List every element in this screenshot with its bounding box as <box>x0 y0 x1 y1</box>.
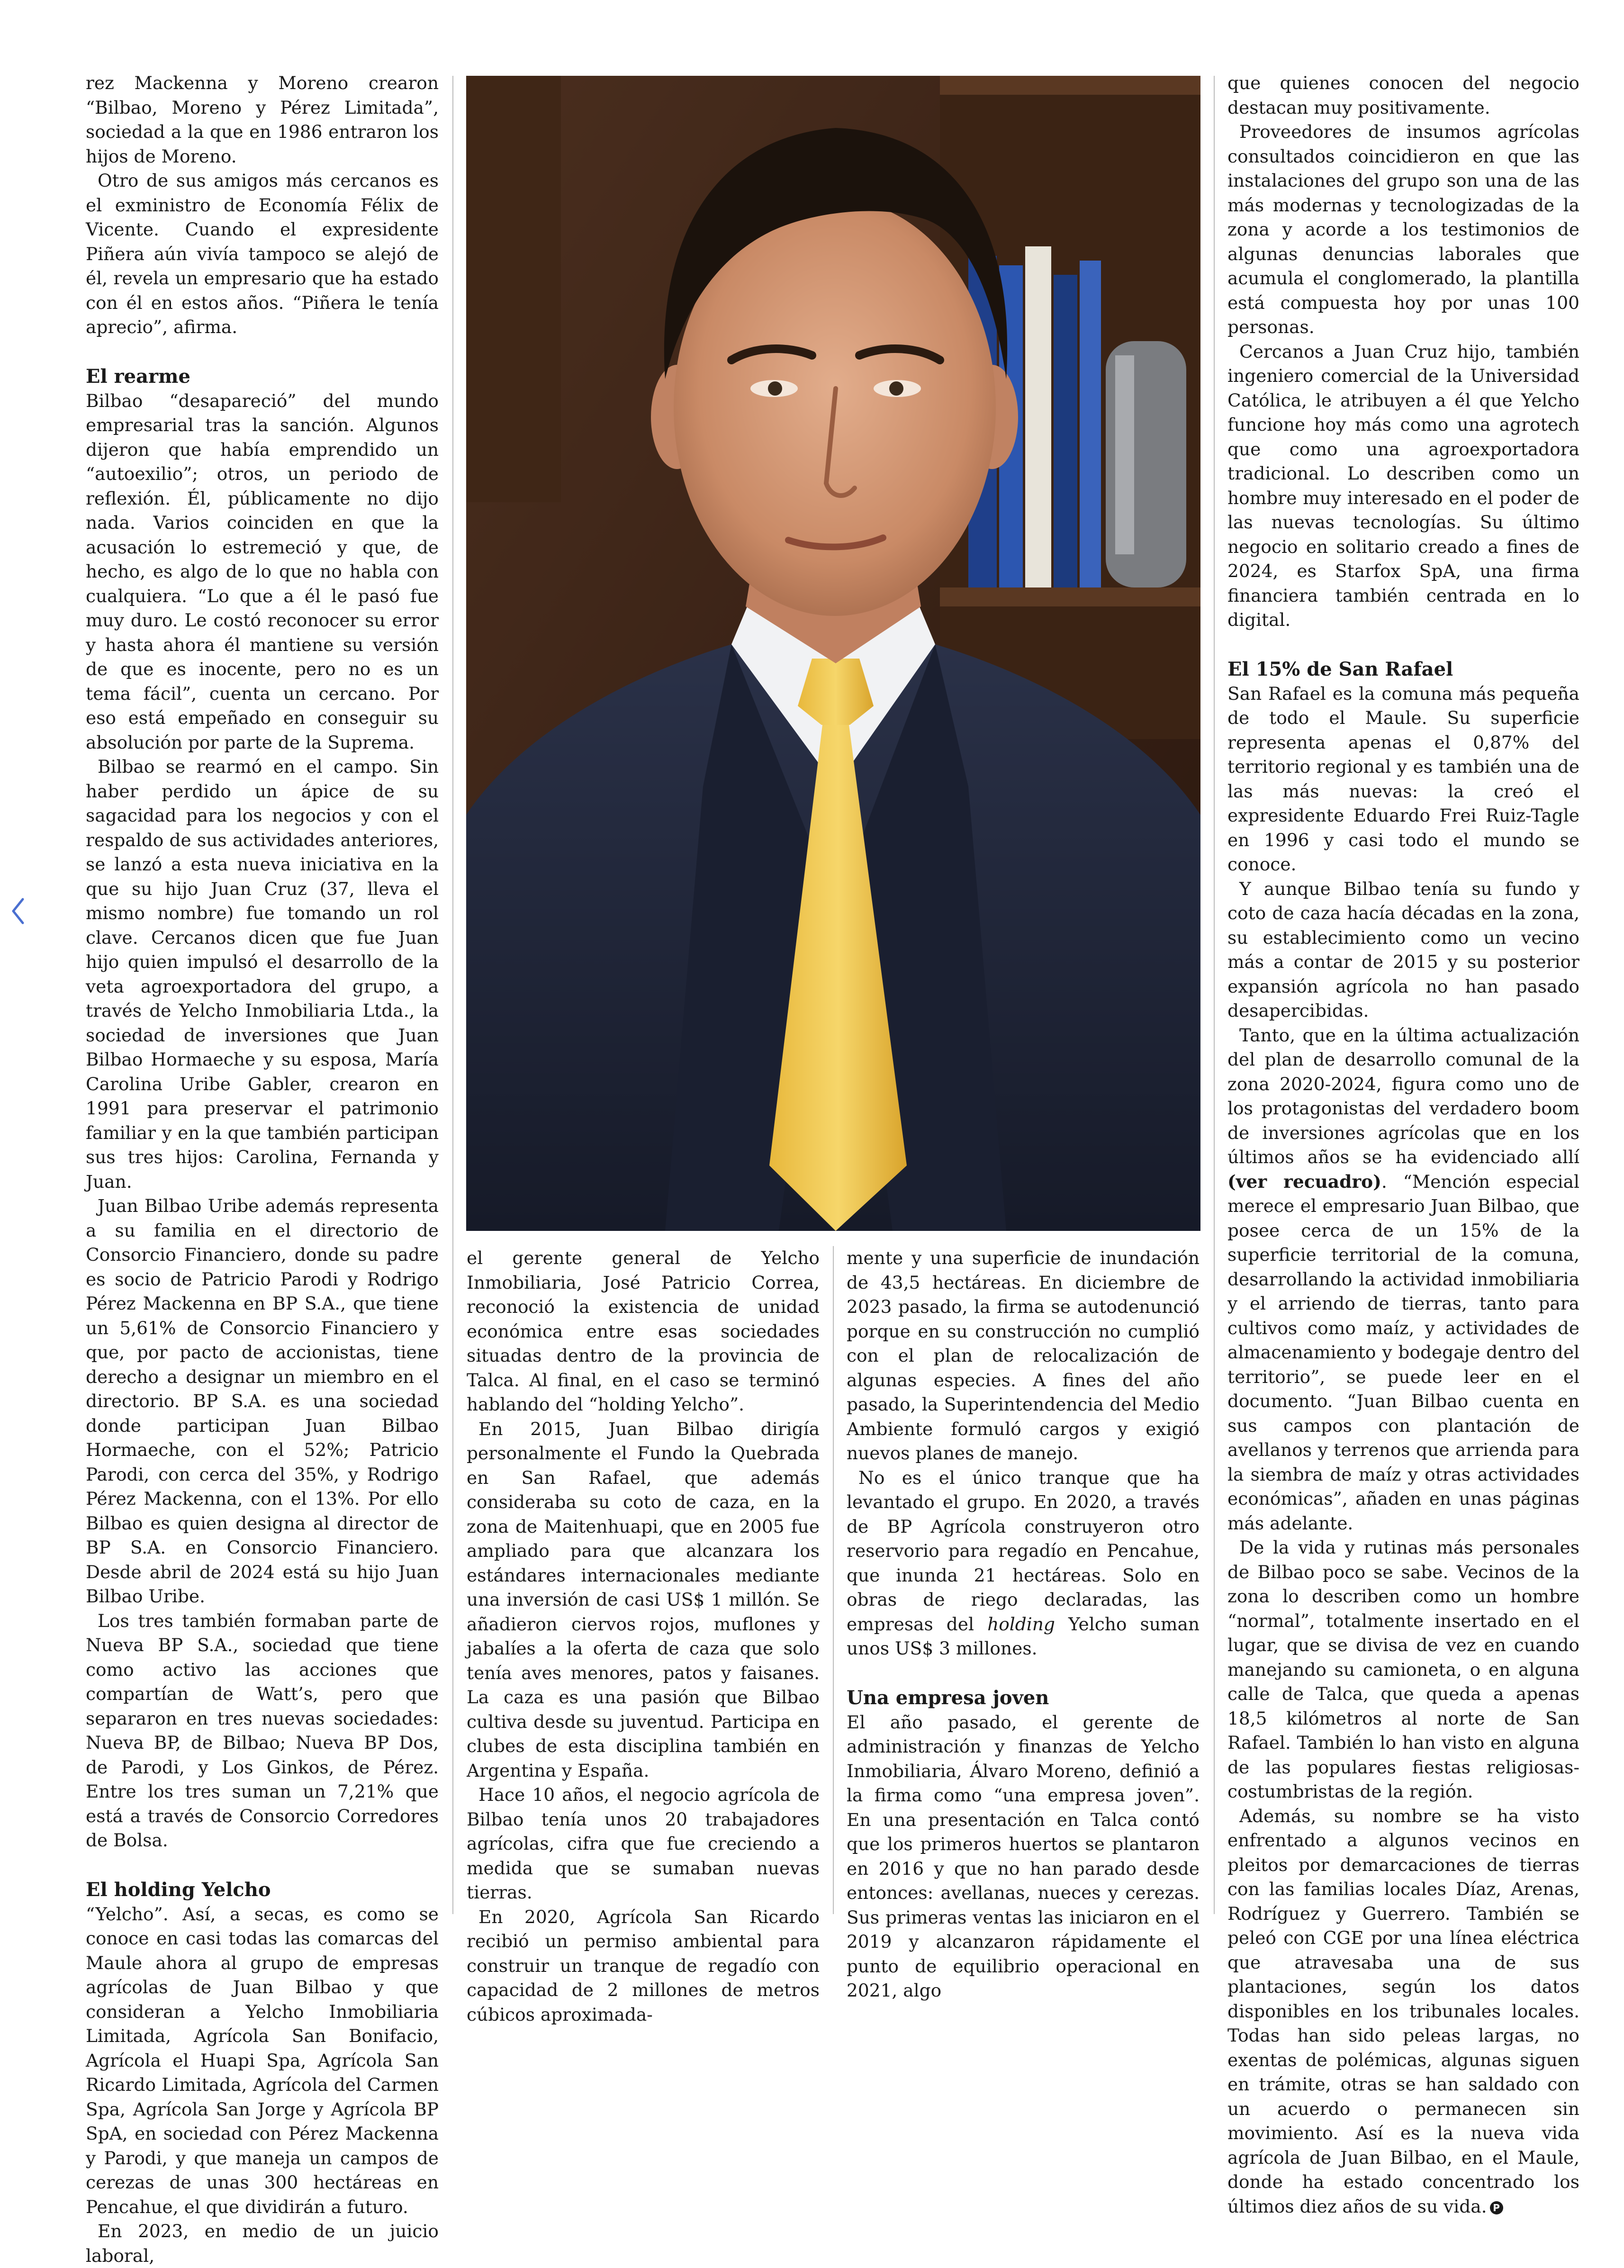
paragraph: En 2015, Juan Bilbao dirigía personalmente el Fundo la Quebrada en San Rafael, que además consideraba su coto de caza, en la zona de Maitenhuapi, que en 2005 fue ampliado para que alcanzara los estándares internacionales mediante una inversión de casi US$ 1 millón. Se añadieron ciervos rojos, muflones y jabalíes a la oferta de caza que solo tenía aves menores, patos y faisanes. La caza es una pasión que Bilbao cultiva desde su juventud. Participa en clubes de esta disciplina también en Argentina y España. <box>467 1418 820 1781</box>
paragraph: que quienes conocen del negocio destacan muy positivamente. <box>1227 72 1579 118</box>
section-heading: El holding Yelcho <box>86 1878 271 1901</box>
paragraph: De la vida y rutinas más personales de Bilbao poco se sabe. Vecinos de la zona lo describen como un hombre “normal”, totalmente insertado en el lugar, que se divisa de vez en cuando manejando su camioneta, o en alguna calle de Talca, que queda a apenas 18,5 kilómetros al norte de San Rafael. También lo han visto en alguna de las populares fiestas religiosas-costumbristas de la región. <box>1227 1537 1579 1802</box>
column-3 <box>847 1246 1200 2003</box>
section-heading: El 15% de San Rafael <box>1227 658 1453 680</box>
column-rule <box>1214 76 1215 1914</box>
column-rule <box>833 1246 834 1914</box>
section-heading: El rearme <box>86 365 190 388</box>
chevron-left-icon[interactable] <box>8 895 28 927</box>
emphasis: holding <box>987 1613 1055 1635</box>
paragraph: El año pasado, el gerente de administración y finanzas de Yelcho Inmobiliaria, Álvaro Moreno, definió a la firma como “una empresa joven”. En una presentación en Talca contó que los primeros huertos se plantaron en 2016 y que no han parado desde entonces: avellanas, nueces y cerezas. Sus primeras ventas las iniciaron en el 2019 y alcanzaron rápidamente el punto de equilibrio operacional en 2021, algo <box>847 1711 1200 2001</box>
paragraph: En 2023, en medio de un juicio laboral, <box>86 2221 439 2266</box>
paragraph <box>1227 1804 1579 2219</box>
paragraph: Bilbao “desapareció” del mundo empresarial tras la sanción. Algunos dijeron que había emprendido un “autoexilio”; otros, un periodo de reflexión. Él, públicamente no dijo nada. Varios coinciden en que la acusación lo estremeció y que, de hecho, es algo de lo que no habla con cualquiera. “Lo que a él le pasó fue muy duro. Le costó reconocer su error y hasta ahora él mantiene su versión de que es inocente, pero no es un tema fácil”, cuenta un cercano. Por eso está empeñado en conseguir su absolución por parte de la Suprema. <box>86 390 439 753</box>
paragraph: Cercanos a Juan Cruz hijo, también ingeniero comercial de la Universidad Católica, le atribuyen a él que Yelcho funcione hoy más como una agrotech que como una agroexportadora tradicional. Lo describen como un hombre muy interesado en el poder de las nuevas tecnologías. Su último negocio en solitario creado a fines de 2024, es Starfox SpA, una firma financiera también centrada en lo digital. <box>1227 341 1579 630</box>
paragraph: En 2020, Agrícola San Ricardo recibió un permiso ambiental para construir un tranque de regadío con capacidad de 2 millones de metros cúbicos aproximada- <box>467 1906 820 2025</box>
paragraph-text: Yelcho suman unos US$ 3 millones. <box>847 1613 1200 1659</box>
paragraph: Proveedores de insumos agrícolas consultados coincidieron en que las instalaciones del grupo son una de las más modernas y tecnologizadas de la zona y acorde a los testimonios de algunas denuncias laborales que acumula el conglomerado, la plantilla está compuesta hoy por unas 100 personas. <box>1227 121 1579 337</box>
portrait-photo <box>466 76 1200 1231</box>
cross-reference[interactable]: (ver recuadro) <box>1227 1171 1381 1192</box>
paragraph: Bilbao se rearmó en el campo. Sin haber perdido un ápice de su sagacidad para los negocios y con el respaldo de sus actividades anteriores, se lanzó a esta nueva iniciativa en la que su hijo Juan Cruz (37, lleva el mismo nombre) fue tomando un rol clave. Cercanos dicen que fue Juan hijo quien impulsó el desarrollo de la veta agroexportadora del grupo, a través de Yelcho Inmobiliaria Ltda., la sociedad de inversiones que Juan Bilbao Hormaeche y su esposa, María Carolina Uribe Gabler, crearon en 1991 para preservar el patrimonio familiar y en la que también participan sus tres hijos: Carolina, Fernanda y Juan. <box>86 756 439 1192</box>
end-of-article-icon: P <box>1490 2201 1503 2214</box>
paragraph-text: Tanto, que en la última actualización del plan de desarrollo comunal de la zona 2020-2024, figura como uno de los protagonistas del verdadero boom de inversiones agrícolas que en los últimos años se ha evidenciado allí <box>1227 1024 1579 1167</box>
paragraph: el gerente general de Yelcho Inmobiliaria, José Patricio Correa, reconoció la existencia de unidad económica entre esas sociedades situadas dentro de la provincia de Talca. Al final, en el caso se terminó hablando del “holding Yelcho”. <box>467 1247 820 1415</box>
paragraph: Hace 10 años, el negocio agrícola de Bilbao tenía unos 20 trabajadores agrícolas, cifra que fue creciendo a medida que se sumaban nuevas tierras. <box>467 1784 820 1903</box>
paragraph: “Yelcho”. Así, a secas, es como se conoce en casi todas las comarcas del Maule ahora al grupo de empresas agrícolas de Juan Bilbao y que consideran a Yelcho Inmobiliaria Limitada, Agrícola San Bonifacio, Agrícola el Huapi Spa, Agrícola San Ricardo Limitada, Agrícola del Carmen Spa, Agrícola San Jorge y Agrícola BP SpA, en sociedad con Pérez Mackenna y Parodi, y que maneja un campos de cerezas de unas 300 hectáreas en Pencahue, el que dividirán a futuro. <box>86 1903 439 2217</box>
column-rule <box>452 76 453 1914</box>
column-4 <box>1227 71 1579 2219</box>
paragraph <box>1227 1023 1579 1536</box>
paragraph: mente y una superficie de inundación de 43,5 hectáreas. En diciembre de 2023 pasado, la firma se autodenunció porque en su construcción no cumplió con el plan de relocalización de algunas especies. A fines del año pasado, la Superintendencia del Medio Ambiente formuló cargos y exigió nuevos planes de manejo. <box>847 1247 1200 1464</box>
column-1 <box>86 71 439 2268</box>
paragraph: Juan Bilbao Uribe además representa a su familia en el directorio de Consorcio Financiero, donde su padre es socio de Patricio Parodi y Rodrigo Pérez Mackenna en BP S.A., que tiene un 5,61% de Consorcio Financiero y que, por pacto de accionistas, tiene derecho a designar un miembro en el directorio. BP S.A. es una sociedad donde participan Juan Bilbao Hormaeche, con el 52%; Patricio Parodi, con cerca del 35%, y Rodrigo Pérez Mackenna, con el 13%. Por ello Bilbao es quien designa al director de BP S.A. en Consorcio Financiero. Desde abril de 2024 está su hijo Juan Bilbao Uribe. <box>86 1195 439 1607</box>
paragraph <box>847 1466 1200 1661</box>
paragraph: rez Mackenna y Moreno crearon “Bilbao, Moreno y Pérez Limitada”, sociedad a la que en 1986 entraron los hijos de Moreno. <box>86 72 439 167</box>
column-2 <box>467 1246 820 2027</box>
paragraph: Y aunque Bilbao tenía su fundo y coto de caza hacía décadas en la zona, su establecimiento como un vecino más a contar de 2015 y su posterior expansión agrícola no han pasado desapercibidas. <box>1227 878 1579 1021</box>
section-heading: Una empresa joven <box>847 1686 1049 1709</box>
paragraph: Los tres también formaban parte de Nueva BP S.A., sociedad que tiene como activo las acciones que compartían de Watt’s, pero que separaron en tres nuevas sociedades: Nueva BP, de Bilbao; Nueva BP Dos, de Parodi, y Los Ginkos, de Pérez. Entre los tres suman un 7,21% que está a través de Consorcio Corredores de Bolsa. <box>86 1610 439 1851</box>
paragraph: Otro de sus amigos más cercanos es el exministro de Economía Félix de Vicente. Cuando el expresidente Piñera aún vivía tampoco se alejó de él, revela un empresario que ha estado con él en estos años. “Piñera le tenía aprecio”, afirma. <box>86 170 439 337</box>
paragraph: San Rafael es la comuna más pequeña de todo el Maule. Su superficie representa apenas el 0,87% del territorio regional y es también una de las más nuevas: la creó el expresidente Eduardo Frei Ruiz-Tagle en 1996 y casi todo el mundo se conoce. <box>1227 683 1579 875</box>
paragraph-text: Además, su nombre se ha visto enfrentado a algunos vecinos en pleitos por demarcaciones de tierras con las familias locales Díaz, Arenas, Rodríguez y Guerrero. También se peleó con CGE por una línea eléctrica que atravesaba una de sus plantaciones, según los datos disponibles en los tribunales locales. Todas han sido peleas largas, no exentas de polémicas, algunas siguen en trámite, otras se han saldado con un acuerdo o permanecen sin movimiento. Así es la nueva vida agrícola de Juan Bilbao, en el Maule, donde ha estado concentrado los últimos diez años de su vida. <box>1227 1805 1579 2217</box>
paragraph-text: No es el único tranque que ha levantado el grupo. En 2020, a través de BP Agrícola construyeron otro reservorio para regadío en Pencahue, que inunda 21 hectáreas. Solo en obras de riego declaradas, las empresas del <box>847 1467 1200 1635</box>
paragraph-text: . “Mención especial merece el empresario Juan Bilbao, que posee cerca de un 15% de la superficie territorial de la comuna, desarrollando la actividad inmobiliaria y el arriendo de tierras, tanto para cultivos como maíz, y actividades de almacenamiento y bodegaje dentro del territorio”, se puede leer en el documento. “Juan Bilbao cuenta en sus campos con plantación de avellanos y terrenos que arrienda para la siembra de maíz y otras actividades económicas”, añaden en unas páginas más adelante. <box>1227 1171 1579 1534</box>
